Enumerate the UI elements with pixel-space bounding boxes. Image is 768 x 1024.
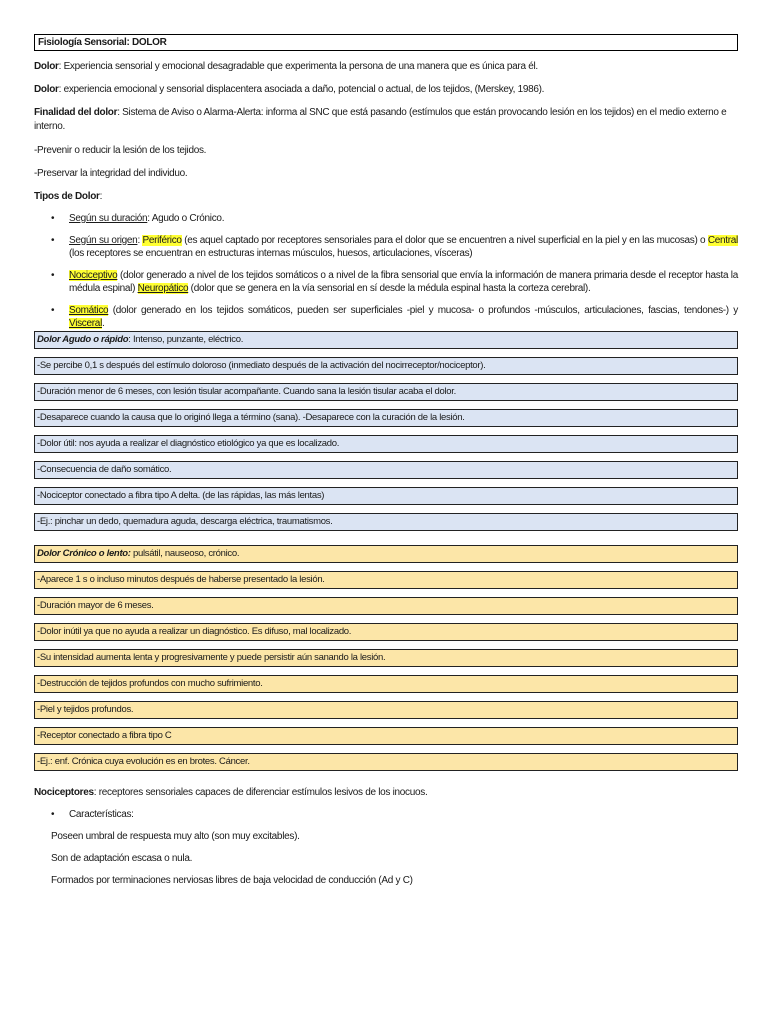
definition-term: Dolor [34, 84, 59, 95]
definition-2 [34, 83, 738, 97]
definition-text: : Sistema de Aviso o Alarma-Alerta: informa al SNC que está pasando (estímulos que están provocando lesión en los tejidos) en el medio externo e interno. [34, 107, 727, 132]
chronic-pain-header: Dolor Crónico o lento: pulsátil, nauseoso, crónico. [34, 545, 738, 563]
table-row: -Ej.: pinchar un dedo, quemadura aguda, descarga eléctrica, traumatismos. [34, 513, 738, 531]
table-row: -Destrucción de tejidos profundos con mucho sufrimiento. [34, 675, 738, 693]
table-row: -Duración menor de 6 meses, con lesión tisular acompañante. Cuando sana la lesión tisular acaba el dolor. [34, 383, 738, 401]
characteristic-item: Son de adaptación escasa o nula. [51, 853, 193, 864]
table-row: -Nociceptor conectado a fibra tipo A delta. (de las rápidas, las más lentas) [34, 487, 738, 505]
table-row: -Receptor conectado a fibra tipo C [34, 727, 738, 745]
table-row: -Dolor inútil ya que no ayuda a realizar un diagnóstico. Es difuso, mal localizado. [34, 623, 738, 641]
table-row: -Su intensidad aumenta lenta y progresivamente y puede persistir aún sanando la lesión. [34, 649, 738, 667]
type-somatic: • Somático (dolor generado en los tejidos somáticos, pueden ser superficiales -piel y mucosa- o profundos -músculos, articulaciones, fascias, tendones-) y Visceral. [34, 304, 738, 331]
table-row: -Dolor útil: nos ayuda a realizar el diagnóstico etiológico ya que es localizado. [34, 435, 738, 453]
purpose-2: -Preservar la integridad del individuo. [34, 168, 188, 179]
document-title: Fisiología Sensorial: DOLOR [34, 34, 738, 51]
characteristic-item: Poseen umbral de respuesta muy alto (son muy excitables). [51, 831, 300, 842]
table-row: -Piel y tejidos profundos. [34, 701, 738, 719]
definition-text: : experiencia emocional y sensorial displacentera asociada a daño, potencial o actual, de los tejidos, (Merskey, 1986). [58, 84, 545, 95]
table-row: -Consecuencia de daño somático. [34, 461, 738, 479]
characteristics-bullet: • Características: [51, 809, 134, 820]
definition-1 [34, 60, 738, 74]
nociceptors-definition: Nociceptores: receptores sensoriales capaces de diferenciar estímulos lesivos de los inocuos. [34, 787, 428, 798]
nociceptors-section [34, 786, 738, 896]
purpose-1: -Prevenir o reducir la lesión de los tejidos. [34, 145, 207, 156]
table-row: -Se percibe 0,1 s después del estímulo doloroso (inmediato después de la activación del nocirreceptor/nociceptor). [34, 357, 738, 375]
table-row: -Aparece 1 s o incluso minutos después de haberse presentado la lesión. [34, 571, 738, 589]
table-row: -Desaparece cuando la causa que lo originó llega a término (sana). -Desaparece con la curación de la lesión. [34, 409, 738, 427]
acute-pain-header: Dolor Agudo o rápido: Intenso, punzante, eléctrico. [34, 331, 738, 349]
types-heading: Tipos de Dolor: [34, 191, 103, 202]
type-nociceptive: • Nociceptivo (dolor generado a nivel de los tejidos somáticos o a nivel de la fibra sensorial que envía la información de manera primaria desde el receptor hasta la médula espinal) Neuropático (dolor que se genera en la vía sensorial en sí desde la médula espinal hasta la corteza cerebral). [34, 269, 738, 296]
type-duration: • Según su duración: Agudo o Crónico. [34, 212, 738, 226]
definition-term: Dolor [34, 61, 59, 72]
definition-3 [34, 106, 738, 134]
table-row: -Duración mayor de 6 meses. [34, 597, 738, 615]
table-row: -Ej.: enf. Crónica cuya evolución es en brotes. Cáncer. [34, 753, 738, 771]
definition-term: Finalidad del dolor [34, 107, 118, 118]
document-body [34, 34, 738, 331]
characteristic-item: Formados por terminaciones nerviosas libres de baja velocidad de conducción (Ad y C) [51, 875, 413, 886]
definition-text: : Experiencia sensorial y emocional desagradable que experimenta la persona de una manera que es única para él. [58, 61, 538, 72]
types-list [34, 212, 738, 331]
type-origin: • Según su origen: Periférico (es aquel captado por receptores sensoriales para el dolor que se encuentren a nivel superficial en la piel y en las mucosas) o Central (los receptores se encuentran en estructuras internas músculos, huesos, articulaciones, vísceras) [34, 234, 738, 261]
acute-pain-table [34, 331, 738, 539]
chronic-pain-table [34, 545, 738, 779]
